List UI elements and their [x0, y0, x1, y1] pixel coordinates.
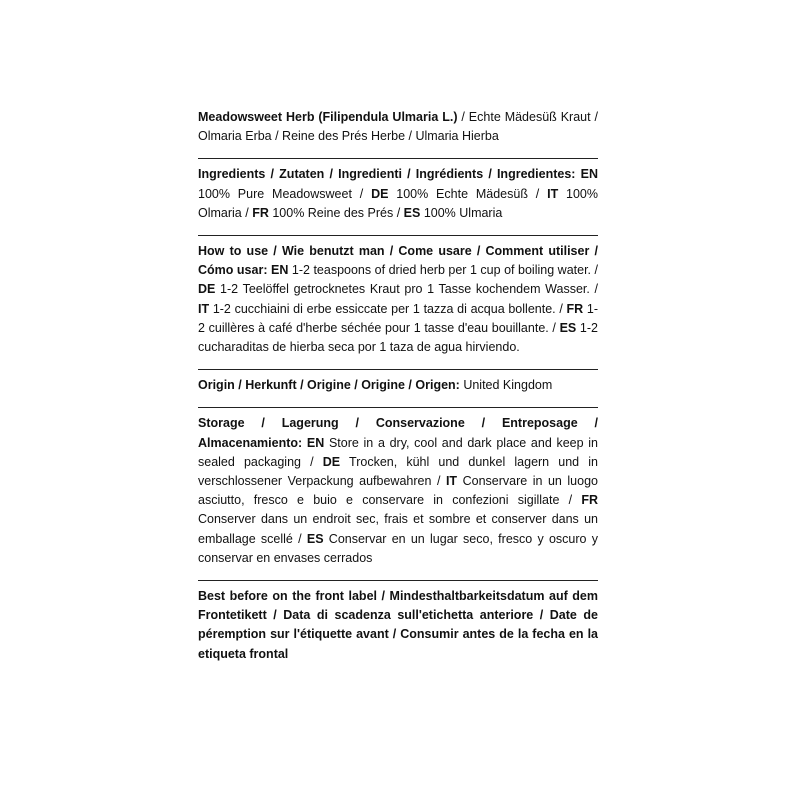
usage-de: 1-2 Teelöffel getrocknetes Kraut pro 1 Tasse kochendem Wasser. /: [215, 282, 598, 297]
storage-en: Store in a dry, cool and dark place and keep in sealed packaging /: [198, 435, 598, 469]
divider: [198, 158, 598, 159]
divider: [198, 580, 598, 581]
lang-code-it: IT: [445, 474, 458, 489]
lang-code-es: ES: [559, 320, 577, 335]
usage-it: 1-2 cucchiaini di erbe essiccate per 1 tazza di acqua bollente. /: [209, 301, 567, 316]
origin-heading: Origin / Herkunft / Origine / Origine / Origen:: [198, 378, 460, 393]
ingredients-heading: Ingredients / Zutaten / Ingredienti / Ingrédients / Ingredientes:: [198, 167, 576, 182]
lang-code-es: ES: [306, 531, 324, 546]
lang-code-de: DE: [322, 454, 341, 469]
lang-code-en: EN: [302, 435, 325, 450]
ingredients-es: 100% Ulmaria: [420, 205, 503, 220]
best-before-text: Best before on the front label / Mindesthaltbarkeitsdatum auf dem Frontetikett / Data di scadenza sull'etichetta anteriore / Date de péremption sur l'étiquette avant / Consumir antes de la fecha en la etiqueta frontal: [198, 589, 598, 661]
product-name-translations: / Echte Mädesüß Kraut / Olmaria Erba / Reine des Prés Herbe / Ulmaria Hierba: [198, 110, 598, 144]
storage-section: [198, 414, 598, 580]
lang-code-es: ES: [403, 205, 421, 220]
usage-en: 1-2 teaspoons of dried herb per 1 cup of boiling water. /: [288, 263, 598, 278]
product-name: Meadowsweet Herb (Filipendula Ulmaria L.): [198, 110, 458, 124]
divider: [198, 235, 598, 236]
lang-code-fr: FR: [252, 205, 269, 220]
divider: [198, 407, 598, 408]
usage-fr: 1-2 cuillères à café d'herbe séchée pour 1 tasse d'eau bouillante. /: [198, 301, 598, 335]
lang-code-en: EN: [267, 263, 289, 278]
lang-code-it: IT: [547, 186, 559, 201]
storage-it: Conservare in un luogo asciutto, fresco e buio e conservare in confezioni sigillate /: [198, 474, 598, 508]
product-label: [198, 108, 598, 676]
storage-fr: Conserver dans un endroit sec, frais et sombre et conserver dans un emballage scellé /: [198, 512, 598, 546]
storage-de: Trocken, kühl und dunkel lagern und in verschlossener Verpackung aufbewahren /: [198, 454, 599, 489]
ingredients-en: 100% Pure Meadowsweet /: [198, 186, 372, 201]
ingredients-section: [198, 165, 598, 235]
lang-code-de: DE: [371, 186, 389, 201]
origin-section: [198, 376, 598, 407]
lang-code-en: EN: [580, 167, 598, 182]
usage-section: [198, 242, 598, 369]
usage-heading: How to use / Wie benutzt man / Come usare / Comment utiliser / Cómo usar:: [198, 244, 598, 278]
product-name-section: [198, 108, 598, 158]
storage-es: Conservar en un lugar seco, fresco y oscuro y conservar en envases cerrados: [198, 531, 598, 565]
storage-heading: Storage / Lagerung / Conservazione / Entreposage / Almacenamiento:: [198, 416, 598, 450]
best-before-section: [198, 587, 598, 676]
ingredients-de: 100% Echte Mädesüß /: [388, 186, 548, 201]
origin-value: United Kingdom: [459, 378, 553, 393]
lang-code-fr: FR: [566, 301, 584, 316]
usage-es: 1-2 cucharaditas de hierba seca por 1 taza de agua hirviendo.: [198, 320, 598, 355]
lang-code-de: DE: [198, 282, 216, 297]
lang-code-fr: FR: [581, 493, 598, 508]
lang-code-it: IT: [198, 301, 210, 316]
divider: [198, 369, 598, 370]
ingredients-fr: 100% Reine des Prés /: [268, 205, 404, 220]
ingredients-it: 100% Olmaria /: [198, 186, 598, 220]
